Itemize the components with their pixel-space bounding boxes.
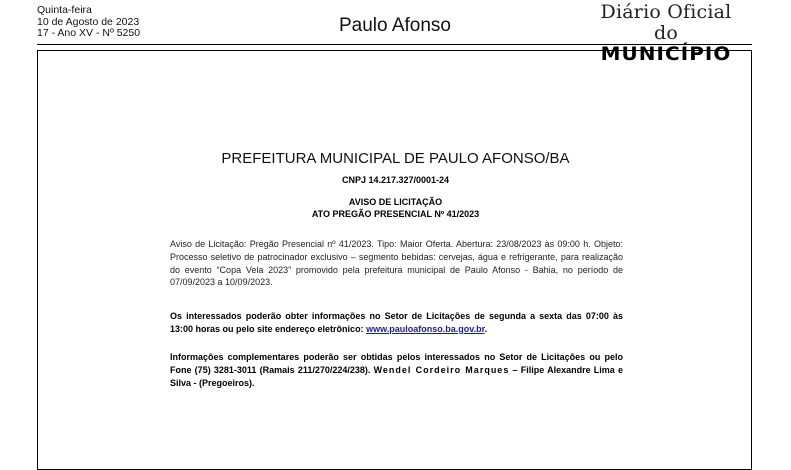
paragraph-3-end: – Filipe Alexandre Lima e Silva - (Pregoeiros). bbox=[170, 364, 623, 388]
edition: 17 - Ano XV - Nº 5250 bbox=[37, 27, 141, 39]
city-name: Paulo Afonso bbox=[339, 15, 451, 36]
header-divider bbox=[37, 44, 752, 45]
date: 10 de Agosto de 2023 bbox=[37, 15, 140, 28]
paragraph-2-text: Os interessados poderão obter informações no Setor de Licitações de segunda a sexta das 07:00 às 13:00 horas ou pelo site endereço eletrônico: bbox=[170, 311, 623, 334]
notice-title: PREFEITURA MUNICIPAL DE PAULO AFONSO/BA bbox=[221, 150, 570, 167]
paragraph-3-names: Wendel Cordeiro Marques bbox=[373, 364, 510, 375]
ato-heading: ATO PREGÃO PRESENCIAL Nº 41/2023 bbox=[311, 209, 480, 219]
notice-paragraph-2 bbox=[170, 310, 623, 336]
masthead-bottom: MUNICÍPIO bbox=[600, 43, 732, 65]
notice-paragraph-1: Aviso de Licitação: Pregão Presencial nº 41/2023. Tipo: Maior Oferta. Abertura: 23/08/2023 às 09:00 h. Objeto: Processo seletivo de patrocinador exclusivo – segmento bebidas: cervejas, água e refrigerante, para realização do evento “Copa Vela 2023” promovido pela prefeitura municipal de Paulo Afonso - Bahia, no período de 07/09/2023 a 10/09/2023. bbox=[170, 239, 623, 288]
paragraph-2-end: . bbox=[484, 323, 488, 334]
header-info bbox=[37, 5, 140, 40]
notice-paragraph-3 bbox=[170, 351, 623, 389]
cnpj: CNPJ 14.217.327/0001-24 bbox=[341, 175, 450, 185]
weekday: Quinta-feira bbox=[37, 4, 92, 16]
website-link[interactable]: www.pauloafonso.ba.gov.br bbox=[366, 323, 485, 334]
paragraph-3-text: Informações complementares poderão ser obtidas pelos interessados no Setor de Licitações ou pelo Fone (75) 3281-3011 (Ramais 211/270/224/238). bbox=[170, 352, 623, 375]
aviso-heading: AVISO DE LICITAÇÃO bbox=[348, 197, 443, 207]
masthead-top: Diário Oficial do bbox=[600, 1, 732, 44]
